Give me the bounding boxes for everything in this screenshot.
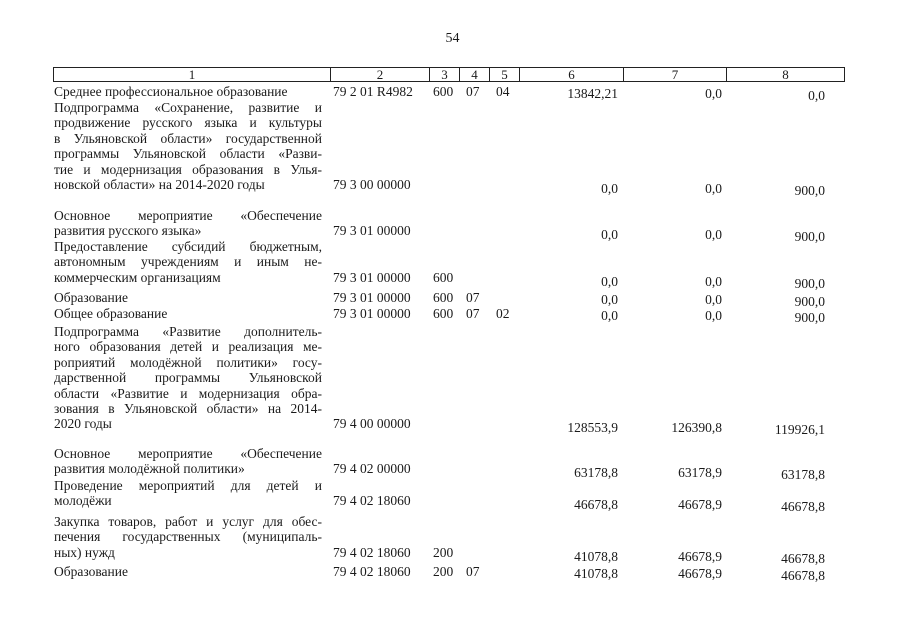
amount-col-6: 63178,8 bbox=[574, 465, 618, 481]
amount-col-6: 128553,9 bbox=[567, 420, 618, 436]
expense-type: 600 bbox=[433, 84, 454, 99]
amount-col-6: 41078,8 bbox=[574, 566, 618, 581]
amount-col-7: 0,0 bbox=[705, 227, 722, 243]
description-line: молодёжи bbox=[54, 493, 112, 509]
description-line: программы Ульяновской области «Разви- bbox=[54, 146, 322, 162]
expense-type: 600 bbox=[433, 290, 454, 305]
amount-col-8: 900,0 bbox=[794, 294, 825, 309]
budget-code: 79 4 02 18060 bbox=[333, 564, 411, 579]
budget-code: 79 4 02 18060 bbox=[333, 544, 411, 560]
description-line: области «Развитие и модернизация обра- bbox=[54, 385, 322, 401]
amount-col-6: 13842,21 bbox=[567, 86, 618, 101]
expense-type: 600 bbox=[433, 269, 454, 285]
expense-type: 200 bbox=[433, 564, 454, 579]
budget-code: 79 3 01 00000 bbox=[333, 269, 411, 285]
header-col-3: 3 bbox=[430, 68, 460, 81]
budget-code: 79 2 01 R4982 bbox=[333, 84, 413, 99]
amount-col-7: 126390,8 bbox=[671, 420, 722, 436]
amount-col-7: 0,0 bbox=[705, 273, 722, 289]
amount-col-8: 0,0 bbox=[808, 88, 825, 103]
description-line: печения государственных (муниципаль- bbox=[54, 529, 322, 545]
amount-col-7: 0,0 bbox=[705, 308, 722, 323]
section: 07 bbox=[466, 306, 480, 321]
budget-code: 79 3 00 00000 bbox=[333, 177, 411, 192]
description-line: ного образования детей и реализация ме- bbox=[54, 339, 322, 355]
table-header bbox=[53, 67, 845, 82]
header-col-5: 5 bbox=[490, 68, 520, 81]
row-description bbox=[54, 100, 322, 192]
description-line: Закупка товаров, работ и услуг для обес- bbox=[54, 514, 322, 529]
budget-code: 79 3 01 00000 bbox=[333, 306, 411, 321]
amount-col-8: 900,0 bbox=[794, 229, 825, 245]
amount-col-6: 41078,8 bbox=[574, 548, 618, 564]
description-line: Образование bbox=[54, 290, 128, 305]
amount-col-8: 46678,8 bbox=[781, 499, 825, 515]
amount-col-8: 900,0 bbox=[794, 310, 825, 325]
header-col-1: 1 bbox=[54, 68, 331, 81]
description-line: коммерческим организациям bbox=[54, 269, 221, 285]
expense-type: 600 bbox=[433, 306, 454, 321]
budget-code: 79 4 00 00000 bbox=[333, 416, 411, 432]
budget-code: 79 3 01 00000 bbox=[333, 223, 411, 239]
amount-col-7: 46678,9 bbox=[678, 566, 722, 581]
amount-col-7: 63178,9 bbox=[678, 465, 722, 481]
row-description bbox=[54, 446, 322, 477]
description-line: Общее образование bbox=[54, 306, 168, 321]
row-description bbox=[54, 306, 322, 321]
description-line: Проведение мероприятий для детей и bbox=[54, 478, 322, 493]
amount-col-6: 0,0 bbox=[601, 292, 618, 307]
amount-col-8: 46678,8 bbox=[781, 568, 825, 583]
row-description bbox=[54, 208, 322, 239]
amount-col-7: 0,0 bbox=[705, 86, 722, 101]
subsection: 04 bbox=[496, 84, 510, 99]
description-line: Среднее профессиональное образование bbox=[54, 84, 288, 99]
description-line: роприятий молодёжной политики» госу- bbox=[54, 354, 322, 370]
description-line: в Ульяновской области» государственной bbox=[54, 130, 322, 146]
budget-code: 79 4 02 00000 bbox=[333, 461, 411, 477]
section: 07 bbox=[466, 290, 480, 305]
description-line: Предоставление субсидий бюджетным, bbox=[54, 239, 322, 254]
amount-col-8: 63178,8 bbox=[781, 467, 825, 483]
budget-code: 79 3 01 00000 bbox=[333, 290, 411, 305]
description-line: продвижение русского языка и культуры bbox=[54, 115, 322, 131]
description-line: Подпрограмма «Развитие дополнитель- bbox=[54, 324, 322, 339]
description-line: развития молодёжной политики» bbox=[54, 461, 245, 477]
amount-col-8: 119926,1 bbox=[774, 422, 825, 438]
amount-col-6: 0,0 bbox=[601, 273, 618, 289]
header-col-6: 6 bbox=[520, 68, 624, 81]
subsection: 02 bbox=[496, 306, 510, 321]
header-col-4: 4 bbox=[460, 68, 490, 81]
section: 07 bbox=[466, 564, 480, 579]
description-line: развития русского языка» bbox=[54, 223, 202, 239]
description-line: Основное мероприятие «Обеспечение bbox=[54, 208, 322, 223]
description-line: автономным учреждениям и иным не- bbox=[54, 254, 322, 270]
amount-col-7: 0,0 bbox=[705, 292, 722, 307]
budget-code: 79 4 02 18060 bbox=[333, 493, 411, 509]
amount-col-6: 0,0 bbox=[601, 227, 618, 243]
description-line: Основное мероприятие «Обеспечение bbox=[54, 446, 322, 461]
row-description bbox=[54, 324, 322, 432]
description-line: ных) нужд bbox=[54, 544, 115, 560]
amount-col-8: 900,0 bbox=[794, 275, 825, 291]
amount-col-7: 46678,9 bbox=[678, 548, 722, 564]
amount-col-8: 46678,8 bbox=[781, 550, 825, 566]
amount-col-6: 0,0 bbox=[601, 181, 618, 196]
header-col-8: 8 bbox=[782, 67, 789, 82]
description-line: зования в Ульяновской области» на 2014- bbox=[54, 401, 322, 417]
section: 07 bbox=[466, 84, 480, 99]
header-col-7: 7 bbox=[624, 68, 727, 81]
row-description bbox=[54, 514, 322, 560]
description-line: тие и модернизация образования в Улья- bbox=[54, 161, 322, 177]
row-description bbox=[54, 564, 322, 579]
row-description bbox=[54, 239, 322, 285]
description-line: дарственной программы Ульяновской bbox=[54, 370, 322, 386]
description-line: новской области» на 2014-2020 годы bbox=[54, 177, 265, 193]
description-line: 2020 годы bbox=[54, 416, 112, 432]
header-col-2: 2 bbox=[331, 68, 430, 81]
row-description bbox=[54, 290, 322, 305]
description-line: Образование bbox=[54, 564, 128, 579]
expense-type: 200 bbox=[433, 544, 454, 560]
amount-col-8: 900,0 bbox=[794, 183, 825, 198]
amount-col-7: 46678,9 bbox=[678, 497, 722, 513]
description-line: Подпрограмма «Сохранение, развитие и bbox=[54, 100, 322, 115]
row-description bbox=[54, 84, 322, 99]
amount-col-6: 46678,8 bbox=[574, 497, 618, 513]
page-number: 54 bbox=[445, 31, 460, 46]
amount-col-7: 0,0 bbox=[705, 181, 722, 196]
amount-col-6: 0,0 bbox=[601, 308, 618, 323]
row-description bbox=[54, 478, 322, 509]
